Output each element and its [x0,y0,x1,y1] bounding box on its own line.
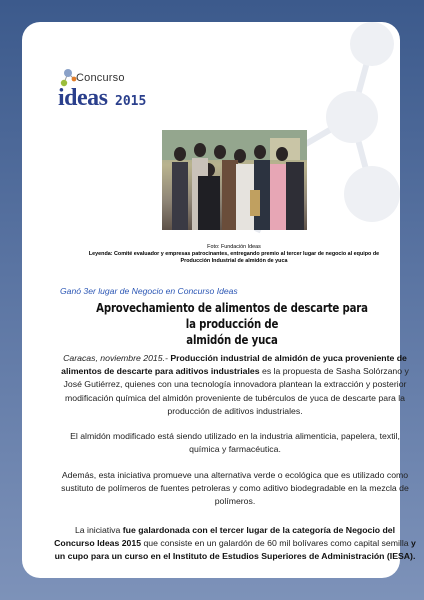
paragraph-4-bold-2: y un cupo para un curso en el Instituto de Estudios Superiores de Administración (IESA). [54,538,416,562]
logo-year: 2015 [115,94,147,109]
article-kicker: Ganó 3er lugar de Negocio en Concurso Ideas [60,286,238,296]
paragraph-3: Además, esta iniciativa promueve una alternativa verde o ecológica que es utilizado como sustituto de polímeros de fuentes petroleras y como aditivo biodegradable en la mezcla de polímeros. [61,470,409,507]
headline-line2: almidón de yuca [186,332,278,347]
caption-legend-line1: Leyenda: Comité evaluador y empresas patrocinantes, entregando premio al tercer lugar de negocio al equipo de [88,251,380,257]
concurso-ideas-logo [58,67,148,115]
paragraph-4 [54,524,416,564]
headline-line1: Aprovechamiento de alimentos de descarte para la producción de [96,300,368,331]
paragraph-4-c: que consiste en un galardón de 60 mil bolívares como capital semilla [141,538,412,549]
logo-top-word: Concurso [76,72,125,84]
paragraph-4-a: La iniciativa [74,525,123,535]
award-group-photo [162,130,307,230]
article-headline [93,300,372,348]
dateline: Caracas, noviembre 2015.- [63,353,168,363]
photo-credit: Foto: Fundación Ideas [207,244,261,250]
paragraph-1 [54,352,416,418]
paragraph-1-rest: es la propuesta de Sasha Solórzano y José Gutiérrez, quienes con una tecnología innovadora plantean la extracción y posterior modificación química del almidón proveniente de tubérculos de yuca de descarte para la producción de aditivos industriales. [63,366,409,416]
caption-legend-line2: Producción Industrial de almidón de yuca [180,258,288,264]
paragraph-4-bold-1: fue galardonada con el tercer lugar de la categoría de Negocio del Concurso Ideas 2015 [54,525,396,549]
paragraph-1-bold: Producción industrial de almidón de yuca proveniente de alimentos de descarte para aditivos industriales [61,353,407,377]
paragraph-2: El almidón modificado está siendo utilizado en la industria alimenticia, papelera, textil, química y farmacéutica. [70,431,400,455]
document-card [22,22,416,578]
photo-caption [82,244,386,265]
logo-brand: ideas [58,85,108,111]
